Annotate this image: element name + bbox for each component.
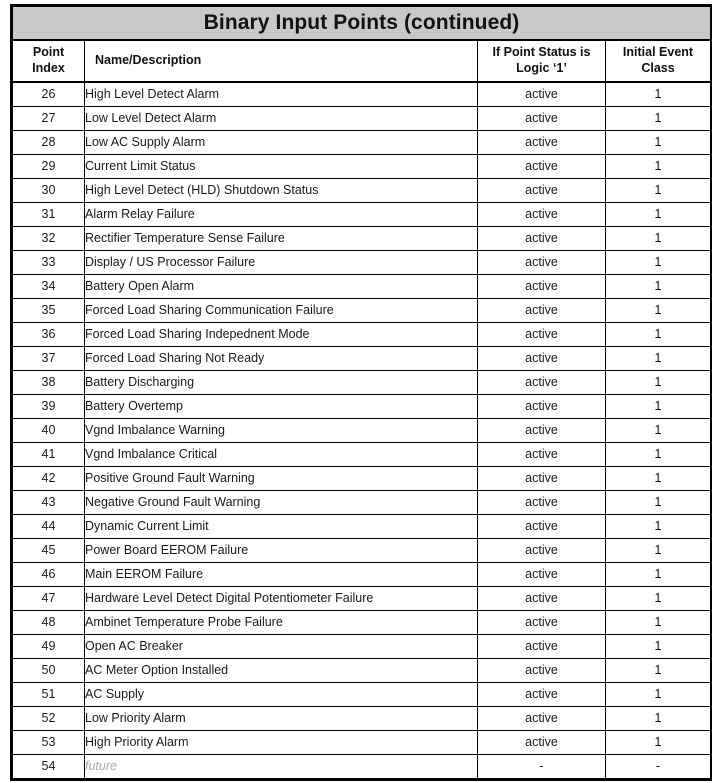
cell-initial-event-class: 1 [606, 610, 711, 634]
table-row [13, 490, 711, 514]
cell-point-status: active [478, 514, 606, 538]
table-row [13, 658, 711, 682]
cell-name-description: Battery Open Alarm [85, 274, 478, 298]
cell-initial-event-class: 1 [606, 658, 711, 682]
cell-point-status: active [478, 658, 606, 682]
cell-point-index: 27 [13, 106, 85, 130]
cell-initial-event-class: 1 [606, 634, 711, 658]
cell-point-status: active [478, 130, 606, 154]
cell-point-index: 45 [13, 538, 85, 562]
cell-point-status: active [478, 562, 606, 586]
cell-point-status: active [478, 634, 606, 658]
table-row [13, 442, 711, 466]
cell-name-description: Ambinet Temperature Probe Failure [85, 610, 478, 634]
cell-point-index: 33 [13, 250, 85, 274]
cell-point-index: 38 [13, 370, 85, 394]
table-row [13, 346, 711, 370]
cell-initial-event-class: 1 [606, 562, 711, 586]
cell-name-description: Hardware Level Detect Digital Potentiometer Failure [85, 586, 478, 610]
cell-point-index: 51 [13, 682, 85, 706]
cell-name-description: future [85, 754, 478, 778]
cell-point-index: 53 [13, 730, 85, 754]
table-row [13, 586, 711, 610]
table-row [13, 538, 711, 562]
cell-name-description: Forced Load Sharing Not Ready [85, 346, 478, 370]
table-title-row [13, 7, 711, 41]
cell-name-description: Forced Load Sharing Indepednent Mode [85, 322, 478, 346]
cell-point-status: active [478, 442, 606, 466]
cell-name-description: High Priority Alarm [85, 730, 478, 754]
cell-name-description: Positive Ground Fault Warning [85, 466, 478, 490]
cell-initial-event-class: 1 [606, 394, 711, 418]
table-row [13, 250, 711, 274]
cell-initial-event-class: 1 [606, 586, 711, 610]
cell-point-index: 34 [13, 274, 85, 298]
table-row [13, 226, 711, 250]
cell-point-status: - [478, 754, 606, 778]
cell-name-description: Open AC Breaker [85, 634, 478, 658]
table-row [13, 130, 711, 154]
cell-name-description: AC Meter Option Installed [85, 658, 478, 682]
table-row [13, 634, 711, 658]
cell-point-status: active [478, 202, 606, 226]
cell-point-index: 43 [13, 490, 85, 514]
cell-point-index: 54 [13, 754, 85, 778]
cell-point-status: active [478, 226, 606, 250]
table-row [13, 730, 711, 754]
cell-point-status: active [478, 154, 606, 178]
cell-initial-event-class: 1 [606, 106, 711, 130]
cell-name-description: High Level Detect Alarm [85, 82, 478, 106]
cell-point-status: active [478, 610, 606, 634]
cell-point-status: active [478, 394, 606, 418]
cell-initial-event-class: - [606, 754, 711, 778]
cell-point-index: 31 [13, 202, 85, 226]
cell-name-description: Vgnd Imbalance Critical [85, 442, 478, 466]
cell-initial-event-class: 1 [606, 706, 711, 730]
cell-initial-event-class: 1 [606, 226, 711, 250]
table-body [13, 82, 711, 778]
cell-point-index: 44 [13, 514, 85, 538]
table-row [13, 202, 711, 226]
table-row [13, 466, 711, 490]
cell-point-index: 49 [13, 634, 85, 658]
cell-point-status: active [478, 82, 606, 106]
cell-point-status: active [478, 178, 606, 202]
cell-initial-event-class: 1 [606, 82, 711, 106]
table-row [13, 514, 711, 538]
cell-initial-event-class: 1 [606, 346, 711, 370]
cell-point-status: active [478, 490, 606, 514]
cell-initial-event-class: 1 [606, 250, 711, 274]
cell-point-index: 48 [13, 610, 85, 634]
table-title: Binary Input Points (continued) [13, 7, 711, 41]
cell-point-status: active [478, 706, 606, 730]
cell-point-index: 29 [13, 154, 85, 178]
table-row [13, 706, 711, 730]
column-header-initial-event-class-line1: Initial Event [622, 45, 694, 60]
cell-point-index: 35 [13, 298, 85, 322]
cell-point-status: active [478, 370, 606, 394]
cell-name-description: Dynamic Current Limit [85, 514, 478, 538]
column-header-point-index-line1: Point [32, 45, 65, 60]
column-header-initial-event-class-line2: Class [641, 61, 675, 75]
cell-initial-event-class: 1 [606, 298, 711, 322]
cell-initial-event-class: 1 [606, 466, 711, 490]
cell-point-index: 47 [13, 586, 85, 610]
table-row [13, 298, 711, 322]
cell-name-description: Rectifier Temperature Sense Failure [85, 226, 478, 250]
cell-initial-event-class: 1 [606, 442, 711, 466]
cell-name-description: Forced Load Sharing Communication Failure [85, 298, 478, 322]
cell-point-status: active [478, 274, 606, 298]
cell-initial-event-class: 1 [606, 274, 711, 298]
table-row [13, 370, 711, 394]
cell-initial-event-class: 1 [606, 538, 711, 562]
table-row [13, 418, 711, 442]
cell-name-description: Low Priority Alarm [85, 706, 478, 730]
cell-initial-event-class: 1 [606, 730, 711, 754]
table-row [13, 82, 711, 106]
table-row [13, 106, 711, 130]
cell-point-status: active [478, 682, 606, 706]
cell-point-index: 37 [13, 346, 85, 370]
column-header-name-description-line1: Name/Description [95, 53, 202, 68]
table-header [13, 7, 711, 83]
cell-name-description: AC Supply [85, 682, 478, 706]
table-row [13, 322, 711, 346]
cell-initial-event-class: 1 [606, 418, 711, 442]
column-header-point-status-logic-line1: If Point Status is [492, 45, 591, 60]
cell-name-description: Battery Overtemp [85, 394, 478, 418]
cell-point-index: 50 [13, 658, 85, 682]
cell-point-index: 28 [13, 130, 85, 154]
cell-name-description: Display / US Processor Failure [85, 250, 478, 274]
table-row [13, 754, 711, 778]
cell-point-status: active [478, 418, 606, 442]
cell-name-description: Vgnd Imbalance Warning [85, 418, 478, 442]
cell-point-index: 30 [13, 178, 85, 202]
cell-point-status: active [478, 250, 606, 274]
binary-input-points-table-container [10, 4, 712, 781]
cell-point-status: active [478, 730, 606, 754]
column-header-initial-event-class [606, 40, 711, 82]
column-header-name-description [85, 40, 478, 82]
column-header-point-index-line2: Index [32, 61, 65, 75]
cell-point-index: 36 [13, 322, 85, 346]
cell-point-status: active [478, 322, 606, 346]
cell-point-index: 26 [13, 82, 85, 106]
table-row [13, 274, 711, 298]
cell-name-description: High Level Detect (HLD) Shutdown Status [85, 178, 478, 202]
cell-initial-event-class: 1 [606, 178, 711, 202]
cell-name-description: Battery Discharging [85, 370, 478, 394]
cell-initial-event-class: 1 [606, 202, 711, 226]
cell-name-description: Power Board EEROM Failure [85, 538, 478, 562]
cell-point-status: active [478, 346, 606, 370]
cell-point-index: 52 [13, 706, 85, 730]
cell-initial-event-class: 1 [606, 370, 711, 394]
cell-initial-event-class: 1 [606, 682, 711, 706]
cell-point-index: 42 [13, 466, 85, 490]
cell-point-status: active [478, 298, 606, 322]
cell-name-description: Low Level Detect Alarm [85, 106, 478, 130]
cell-point-index: 46 [13, 562, 85, 586]
cell-point-index: 41 [13, 442, 85, 466]
table-row [13, 562, 711, 586]
cell-name-description: Current Limit Status [85, 154, 478, 178]
cell-point-status: active [478, 466, 606, 490]
cell-point-index: 39 [13, 394, 85, 418]
table-row [13, 394, 711, 418]
cell-initial-event-class: 1 [606, 514, 711, 538]
cell-point-status: active [478, 106, 606, 130]
column-header-point-status-logic [478, 40, 606, 82]
table-row [13, 682, 711, 706]
cell-point-status: active [478, 586, 606, 610]
table-column-header-row [13, 40, 711, 82]
column-header-point-status-logic-line2: Logic ‘1’ [516, 61, 567, 75]
table-row [13, 154, 711, 178]
cell-name-description: Negative Ground Fault Warning [85, 490, 478, 514]
cell-point-status: active [478, 538, 606, 562]
cell-name-description: Alarm Relay Failure [85, 202, 478, 226]
cell-name-description: Low AC Supply Alarm [85, 130, 478, 154]
cell-initial-event-class: 1 [606, 322, 711, 346]
column-header-point-index [13, 40, 85, 82]
table-row [13, 610, 711, 634]
cell-initial-event-class: 1 [606, 130, 711, 154]
table-row [13, 178, 711, 202]
binary-input-points-table [12, 6, 711, 779]
cell-point-index: 32 [13, 226, 85, 250]
cell-initial-event-class: 1 [606, 490, 711, 514]
cell-initial-event-class: 1 [606, 154, 711, 178]
cell-name-description: Main EEROM Failure [85, 562, 478, 586]
cell-point-index: 40 [13, 418, 85, 442]
